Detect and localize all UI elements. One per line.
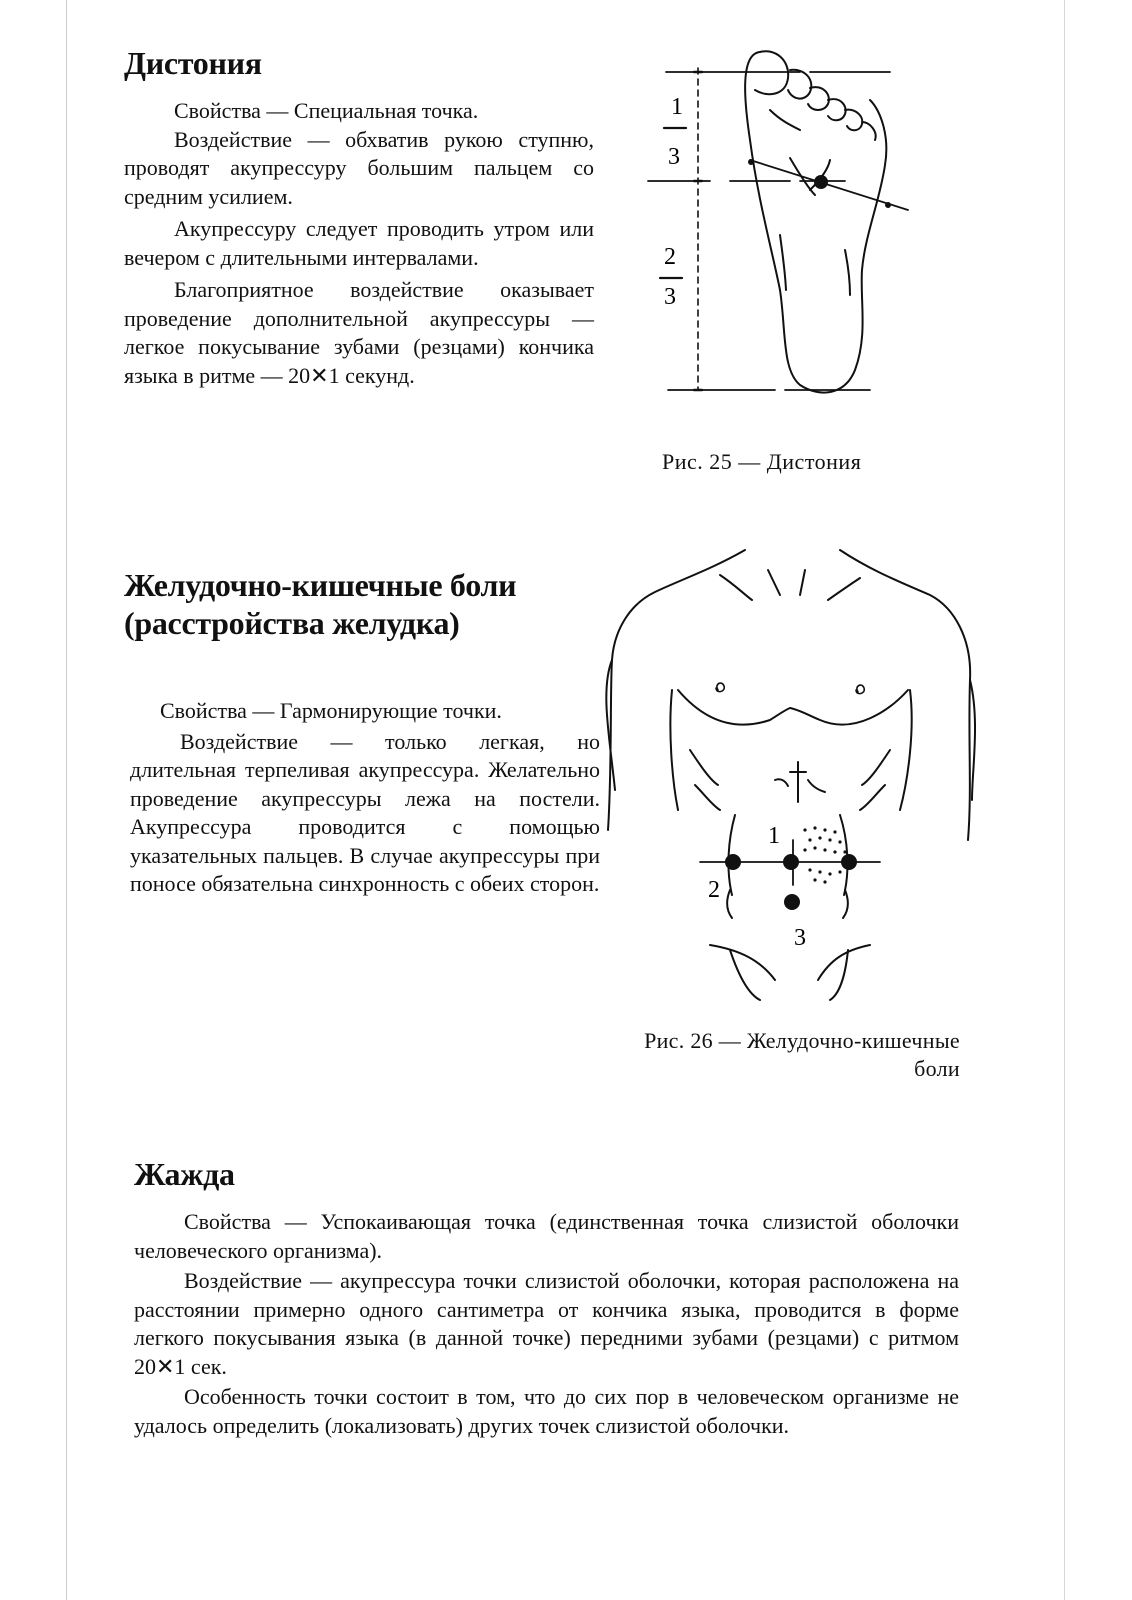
section-title-gastrointestinal: Желудочно-кишечные боли (расстройства желудка) — [124, 567, 517, 641]
paragraph: Воздействие — акупрессура точки слизистой оболочки, которая расположена на расстоянии примерно одного сантиметра от кончика языка, проводится в форме легкого покусывания языка (в данной точке) передними зубами (резцами) с ритмом 20✕1 сек. — [134, 1268, 959, 1379]
section-title-thirst: Жажда — [134, 1156, 235, 1192]
caption-line: Рис. 26 — Желудочно-кишечные — [644, 1028, 960, 1053]
paragraph: Воздействие — только легкая, но длительная терпеливая акупрессура. Желательно проведение акупрессуры лежа на постели. Акупрессура проводится с помощью указательных пальцев. В случае акупрессуры при поносе обязательна синхронность с обеих сторон. — [130, 728, 600, 896]
fraction-bottom-numerator: 2 — [664, 244, 676, 270]
paragraph: Свойства — Успокаивающая точка (единственная точка слизистой оболочки человеческого организма). — [134, 1209, 959, 1263]
section-body-thirst — [134, 1208, 959, 1440]
caption-line: боли — [914, 1056, 960, 1081]
figure-caption-25: Рис. 25 — Дистония — [662, 449, 862, 474]
page-left-border — [66, 0, 67, 1600]
paragraph: Благоприятное воздействие оказывает проведение дополнительной акупрессуры — легкое покусывание зубами (резцами) кончика языка в ритме — 20✕1 секунд. — [124, 277, 594, 388]
paragraph: Воздействие — обхватив рукою ступню, проводят акупрессуру большим пальцем со средним усилием. — [124, 126, 594, 209]
paragraph: Свойства — Специальная точка. — [174, 98, 479, 123]
fraction-bottom-denominator: 3 — [664, 284, 676, 310]
paragraph: Акупрессуру следует проводить утром или вечером с длительными интервалами. — [124, 216, 594, 270]
point-label-2: 2 — [708, 877, 720, 903]
foot-diagram — [640, 40, 920, 410]
figure-caption-26 — [550, 1027, 960, 1083]
paragraph: Особенность точки состоит в том, что до сих пор в человеческом организме не удалось определить (локализовать) других точек слизистой оболочки. — [134, 1384, 959, 1438]
page-right-border — [1064, 0, 1065, 1600]
torso-diagram — [600, 540, 980, 1010]
section-title-dystonia: Дистония — [124, 45, 262, 81]
fraction-top-numerator: 1 — [671, 94, 683, 120]
paragraph: Свойства — Гармонирующие точки. — [160, 698, 502, 723]
fraction-top-denominator: 3 — [668, 144, 680, 170]
section-body-dystonia — [124, 97, 594, 390]
point-label-3: 3 — [794, 925, 806, 951]
point-label-1: 1 — [768, 823, 780, 849]
section-body-gastrointestinal — [130, 697, 600, 899]
